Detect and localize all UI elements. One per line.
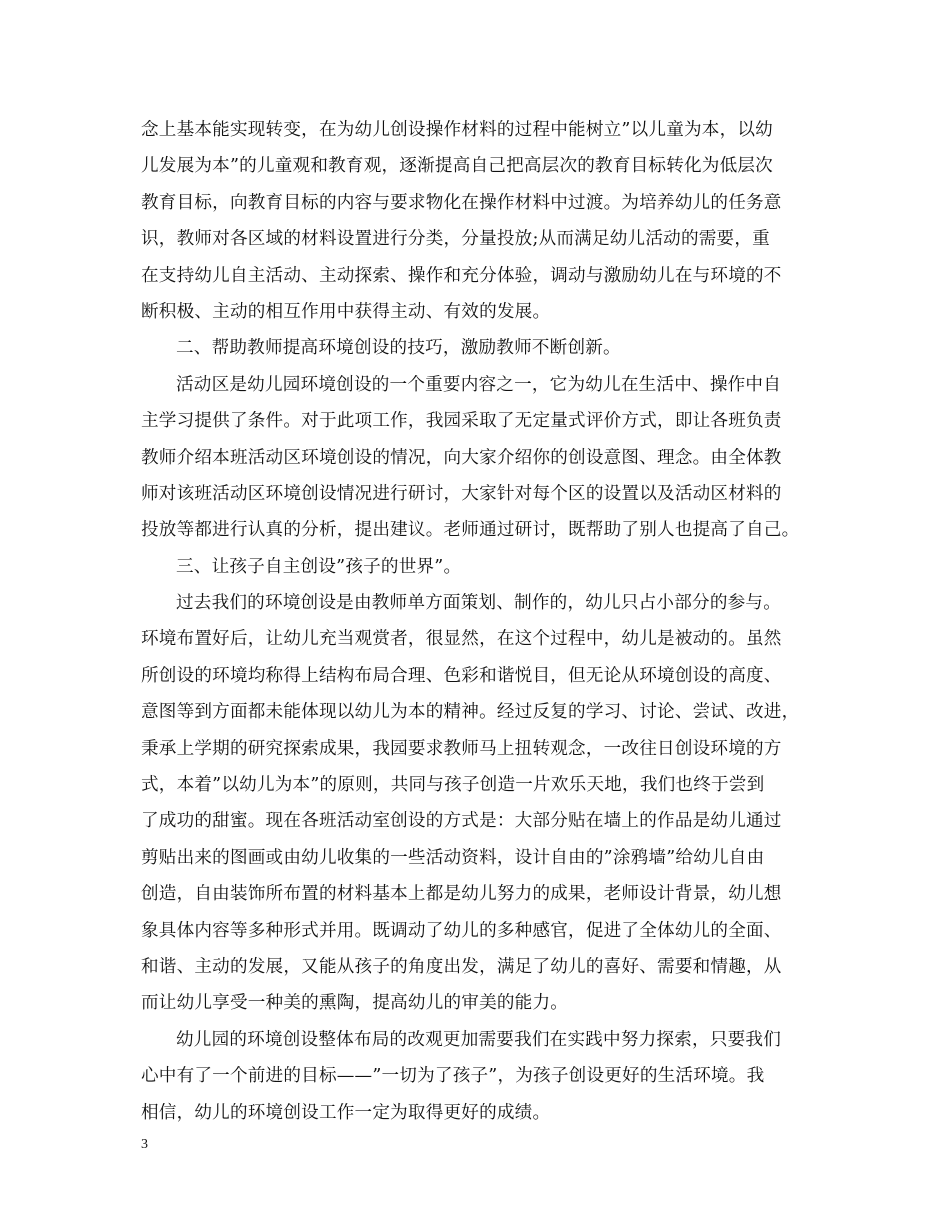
text-line: 过去我们的环境创设是由教师单方面策划、制作的，幼儿只占小部分的参与。 bbox=[176, 593, 781, 614]
text-line: 断积极、主动的相互作用中获得主动、有效的发展。 bbox=[141, 301, 551, 322]
text-line: 所创设的环境均称得上结构布局合理、色彩和谐悦目，但无论从环境创设的高度、 bbox=[141, 665, 782, 686]
text-line: 剪贴出来的图画或由幼儿收集的一些活动资料，设计自由的”涂鸦墙”给幼儿自由 bbox=[141, 847, 765, 868]
text-line: 活动区是幼儿园环境创设的一个重要内容之一，它为幼儿在生活中、操作中自 bbox=[176, 374, 781, 395]
text-line: 主学习提供了条件。对于此项工作，我园采取了无定量式评价方式，即让各班负责 bbox=[141, 411, 782, 432]
text-line: 识，教师对各区域的材料设置进行分类，分量投放;从而满足幼儿活动的需要，重 bbox=[141, 229, 770, 250]
text-line: 式，本着”以幼儿为本”的原则，共同与孩子创造一片欢乐天地，我们也终于尝到 bbox=[141, 775, 765, 796]
text-line: 教育目标，向教育目标的内容与要求物化在操作材料中过渡。为培养幼儿的任务意 bbox=[141, 192, 782, 213]
text-line: 和谐、主动的发展，又能从孩子的角度出发，满足了幼儿的喜好、需要和情趣，从 bbox=[141, 956, 782, 977]
text-line: 了成功的甜蜜。现在各班活动室创设的方式是：大部分贴在墙上的作品是幼儿通过 bbox=[141, 811, 782, 832]
text-line: 教师介绍本班活动区环境创设的情况，向大家介绍你的创设意图、理念。由全体教 bbox=[141, 447, 782, 468]
text-line: 师对该班活动区环境创设情况进行研讨，大家针对每个区的设置以及活动区材料的 bbox=[141, 483, 782, 504]
text-line: 心中有了一个前进的目标——”一切为了孩子”，为孩子创设更好的生活环境。我 bbox=[141, 1066, 765, 1087]
text-line: 投放等都进行认真的分析，提出建议。老师通过研讨，既帮助了别人也提高了自己。 bbox=[141, 520, 800, 541]
text-line: 三、让孩子自主创设”孩子的世界”。 bbox=[176, 556, 462, 577]
text-line: 创造，自由装饰所布置的材料基本上都是幼儿努力的成果，老师设计背景，幼儿想 bbox=[141, 884, 782, 905]
text-line: 幼儿园的环境创设整体布局的改观更加需要我们在实践中努力探索，只要我们 bbox=[176, 1029, 781, 1050]
text-line: 意图等到方面都未能体现以幼儿为本的精神。经过反复的学习、讨论、尝试、改进， bbox=[141, 702, 800, 723]
text-line: 而让幼儿享受一种美的熏陶，提高幼儿的审美的能力。 bbox=[141, 993, 569, 1014]
text-line: 秉承上学期的研究探索成果，我园要求教师马上扭转观念，一改往日创设环境的方 bbox=[141, 738, 782, 759]
text-line: 二、帮助教师提高环境创设的技巧，激励教师不断创新。 bbox=[176, 338, 621, 359]
text-line: 相信，幼儿的环境创设工作一定为取得更好的成绩。 bbox=[141, 1102, 551, 1123]
text-line: 儿发展为本”的儿童观和教育观，逐渐提高自己把高层次的教育目标转化为低层次 bbox=[141, 156, 773, 177]
text-line: 象具体内容等多种形式并用。既调动了幼儿的多种感官，促进了全体幼儿的全面、 bbox=[141, 920, 782, 941]
page-number: 3 bbox=[141, 1137, 148, 1152]
text-line: 环境布置好后，让幼儿充当观赏者，很显然，在这个过程中，幼儿是被动的。虽然 bbox=[141, 629, 782, 650]
text-line: 在支持幼儿自主活动、主动探索、操作和充分体验，调动与激励幼儿在与环境的不 bbox=[141, 265, 782, 286]
text-line: 念上基本能实现转变，在为幼儿创设操作材料的过程中能树立”以儿童为本，以幼 bbox=[141, 120, 773, 140]
body-text bbox=[141, 112, 813, 1131]
